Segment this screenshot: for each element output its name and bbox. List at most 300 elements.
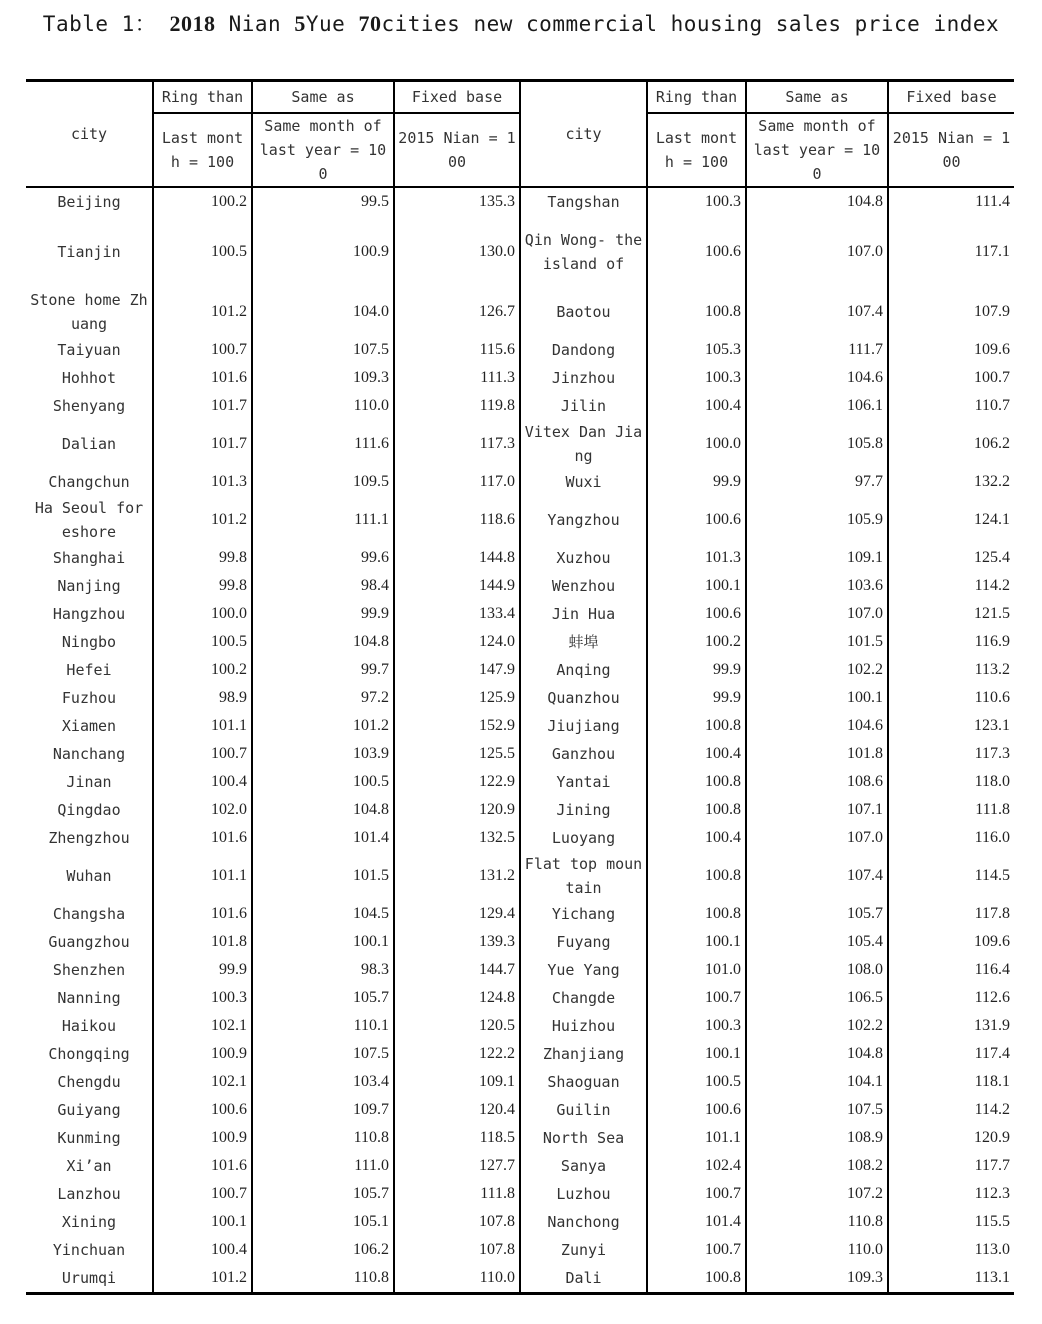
table-row	[26, 216, 1014, 288]
fixed-value-cell: 110.7	[888, 392, 1014, 420]
same-value-cell: 107.5	[746, 1096, 888, 1124]
ring-value-cell: 100.4	[647, 740, 746, 768]
fixed-value-cell: 115.5	[888, 1208, 1014, 1236]
table-row	[26, 420, 1014, 468]
ring-value-cell: 100.6	[647, 1096, 746, 1124]
subheader-line: Last mont	[161, 129, 244, 147]
same-value-cell: 97.7	[746, 468, 888, 496]
city-cell: Zhengzhou	[48, 829, 130, 847]
fixed-value-cell: 120.9	[888, 1124, 1014, 1152]
same-value-cell: 106.1	[746, 392, 888, 420]
ring-value-cell: 101.3	[153, 468, 252, 496]
city-cell: Wuhan	[66, 867, 112, 885]
city-cell: Nanning	[57, 989, 121, 1007]
fixed-value-cell: 147.9	[394, 656, 520, 684]
city-cell: Changchun	[48, 473, 130, 491]
city-cell: Fuzhou	[61, 689, 117, 707]
city-cell: North Sea	[520, 1124, 647, 1152]
city-cell: Tianjin	[57, 243, 121, 261]
same-value-cell: 110.8	[746, 1208, 888, 1236]
same-value-cell: 99.5	[252, 187, 394, 216]
same-value-cell: 105.7	[252, 984, 394, 1012]
city-cell: Guangzhou	[48, 933, 130, 951]
ring-value-cell: 102.1	[153, 1068, 252, 1096]
ring-value-cell: 101.7	[153, 392, 252, 420]
table-row	[26, 364, 1014, 392]
fixed-value-cell: 117.3	[888, 740, 1014, 768]
same-value-cell: 99.9	[252, 600, 394, 628]
fixed-value-cell: 124.1	[888, 496, 1014, 544]
subheader-ring-left	[153, 113, 252, 187]
city-cell: Chengdu	[57, 1073, 121, 1091]
same-value-cell: 109.1	[746, 544, 888, 572]
city-cell: Hohhot	[61, 369, 117, 387]
ring-value-cell: 100.8	[647, 712, 746, 740]
city-cell: Wenzhou	[520, 572, 647, 600]
city-cell: Hangzhou	[52, 605, 126, 623]
fixed-value-cell: 117.1	[888, 216, 1014, 288]
city-cell: Nanchong	[520, 1208, 647, 1236]
fixed-value-cell: 109.6	[888, 928, 1014, 956]
title-rest: cities new commercial housing sales price index	[381, 12, 1000, 36]
fixed-value-cell: 120.4	[394, 1096, 520, 1124]
city-cell: Zunyi	[520, 1236, 647, 1264]
city-cell: Shanghai	[52, 549, 126, 567]
fixed-value-cell: 107.9	[888, 288, 1014, 336]
city-cell: Yichang	[520, 900, 647, 928]
table-row	[26, 1236, 1014, 1264]
header-fixed-right: Fixed base	[888, 81, 1014, 114]
fixed-value-cell: 127.7	[394, 1152, 520, 1180]
fixed-value-cell: 120.5	[394, 1012, 520, 1040]
city-cell: Quanzhou	[520, 684, 647, 712]
ring-value-cell: 100.3	[647, 1012, 746, 1040]
same-value-cell: 101.2	[252, 712, 394, 740]
table-row	[26, 392, 1014, 420]
title-yue: Yue	[305, 12, 346, 36]
ring-value-cell: 105.3	[647, 336, 746, 364]
city-cell: Yinchuan	[52, 1241, 126, 1259]
fixed-value-cell: 113.1	[888, 1264, 1014, 1294]
same-value-cell: 104.8	[746, 187, 888, 216]
table-row	[26, 656, 1014, 684]
table-row	[26, 740, 1014, 768]
title-month: 5	[294, 11, 306, 36]
same-value-cell: 99.7	[252, 656, 394, 684]
ring-value-cell: 100.3	[153, 984, 252, 1012]
ring-value-cell: 101.6	[153, 1152, 252, 1180]
city-cell: Luoyang	[520, 824, 647, 852]
fixed-value-cell: 107.8	[394, 1208, 520, 1236]
ring-value-cell: 100.7	[153, 336, 252, 364]
fixed-value-cell: 122.9	[394, 768, 520, 796]
fixed-value-cell: 129.4	[394, 900, 520, 928]
city-cell: Ganzhou	[520, 740, 647, 768]
city-cell: Anqing	[520, 656, 647, 684]
fixed-value-cell: 110.6	[888, 684, 1014, 712]
fixed-value-cell: 114.5	[888, 852, 1014, 900]
table-row	[26, 796, 1014, 824]
ring-value-cell: 100.4	[647, 392, 746, 420]
same-value-cell: 105.1	[252, 1208, 394, 1236]
city-cell: Taiyuan	[57, 341, 121, 359]
subheader-line: Same month of	[264, 117, 382, 135]
city-cell: Jining	[520, 796, 647, 824]
fixed-value-cell: 122.2	[394, 1040, 520, 1068]
fixed-value-cell: 121.5	[888, 600, 1014, 628]
same-value-cell: 105.7	[746, 900, 888, 928]
ring-value-cell: 100.2	[647, 628, 746, 656]
title-nian: Nian	[228, 12, 282, 36]
city-cell: Hefei	[66, 661, 112, 679]
table-row	[26, 1124, 1014, 1152]
table-row	[26, 852, 1014, 900]
price-index-table	[26, 79, 1014, 1295]
fixed-value-cell: 125.4	[888, 544, 1014, 572]
table-row	[26, 288, 1014, 336]
same-value-cell: 100.1	[746, 684, 888, 712]
fixed-value-cell: 109.1	[394, 1068, 520, 1096]
ring-value-cell: 100.4	[647, 824, 746, 852]
subheader-line: h = 100	[170, 153, 235, 171]
same-value-cell: 101.8	[746, 740, 888, 768]
fixed-value-cell: 126.7	[394, 288, 520, 336]
subheader-line: 2015 Nian = 1	[398, 129, 516, 147]
fixed-value-cell: 117.0	[394, 468, 520, 496]
city-cell: Guiyang	[57, 1101, 121, 1119]
same-value-cell: 107.5	[252, 1040, 394, 1068]
fixed-value-cell: 106.2	[888, 420, 1014, 468]
same-value-cell: 110.1	[252, 1012, 394, 1040]
same-value-cell: 101.5	[252, 852, 394, 900]
fixed-value-cell: 112.6	[888, 984, 1014, 1012]
subheader-line: Last mont	[655, 129, 738, 147]
ring-value-cell: 99.8	[153, 544, 252, 572]
same-value-cell: 107.4	[746, 852, 888, 900]
header-ring-left: Ring than	[153, 81, 252, 114]
fixed-value-cell: 144.9	[394, 572, 520, 600]
city-cell: Jiujiang	[520, 712, 647, 740]
table-row	[26, 187, 1014, 216]
header-ring-right: Ring than	[647, 81, 746, 114]
fixed-value-cell: 118.1	[888, 1068, 1014, 1096]
table-row	[26, 544, 1014, 572]
same-value-cell: 97.2	[252, 684, 394, 712]
fixed-value-cell: 109.6	[888, 336, 1014, 364]
fixed-value-cell: 124.0	[394, 628, 520, 656]
fixed-value-cell: 117.8	[888, 900, 1014, 928]
subheader-line: 0	[318, 165, 328, 183]
city-cell: Yue Yang	[520, 956, 647, 984]
same-value-cell: 104.8	[746, 1040, 888, 1068]
table-row	[26, 572, 1014, 600]
same-value-cell: 106.5	[746, 984, 888, 1012]
city-cell: Yantai	[520, 768, 647, 796]
table-row	[26, 768, 1014, 796]
ring-value-cell: 100.3	[647, 364, 746, 392]
fixed-value-cell: 118.0	[888, 768, 1014, 796]
subheader-same-right	[746, 113, 888, 187]
same-value-cell: 105.4	[746, 928, 888, 956]
ring-value-cell: 100.0	[647, 420, 746, 468]
subheader-fixed-left	[394, 113, 520, 187]
city-cell: Shenzhen	[52, 961, 126, 979]
table-row	[26, 712, 1014, 740]
table-row	[26, 956, 1014, 984]
same-value-cell: 111.7	[746, 336, 888, 364]
ring-value-cell: 101.3	[647, 544, 746, 572]
fixed-value-cell: 118.6	[394, 496, 520, 544]
city-cell: Huizhou	[520, 1012, 647, 1040]
same-value-cell: 107.2	[746, 1180, 888, 1208]
ring-value-cell: 100.2	[153, 187, 252, 216]
table-row	[26, 684, 1014, 712]
city-cell: Yangzhou	[520, 496, 647, 544]
same-value-cell: 107.4	[746, 288, 888, 336]
header-same-right: Same as	[746, 81, 888, 114]
fixed-value-cell: 116.9	[888, 628, 1014, 656]
fixed-value-cell: 114.2	[888, 572, 1014, 600]
city-cell: Urumqi	[61, 1269, 117, 1287]
ring-value-cell: 100.7	[647, 1180, 746, 1208]
ring-value-cell: 99.9	[153, 956, 252, 984]
same-value-cell: 110.0	[746, 1236, 888, 1264]
fixed-value-cell: 111.8	[888, 796, 1014, 824]
ring-value-cell: 100.5	[153, 628, 252, 656]
ring-value-cell: 102.1	[153, 1012, 252, 1040]
city-cell: Baotou	[520, 288, 647, 336]
same-value-cell: 109.3	[252, 364, 394, 392]
fixed-value-cell: 115.6	[394, 336, 520, 364]
ring-value-cell: 100.9	[153, 1124, 252, 1152]
city-cell: Chongqing	[48, 1045, 130, 1063]
fixed-value-cell: 118.5	[394, 1124, 520, 1152]
same-value-cell: 105.7	[252, 1180, 394, 1208]
city-cell: Dali	[520, 1264, 647, 1294]
city-cell: Dalian	[61, 435, 117, 453]
fixed-value-cell: 100.7	[888, 364, 1014, 392]
ring-value-cell: 100.8	[647, 852, 746, 900]
ring-value-cell: 99.9	[647, 684, 746, 712]
city-cell: Nanchang	[52, 745, 126, 763]
table-row	[26, 1208, 1014, 1236]
same-value-cell: 107.5	[252, 336, 394, 364]
same-value-cell: 104.8	[252, 796, 394, 824]
city-cell: Shaoguan	[520, 1068, 647, 1096]
header-city-right: city	[520, 81, 647, 188]
city-cell: Xi’an	[66, 1157, 112, 1175]
ring-value-cell: 100.5	[153, 216, 252, 288]
ring-value-cell: 100.8	[647, 1264, 746, 1294]
city-cell: Guilin	[520, 1096, 647, 1124]
same-value-cell: 109.7	[252, 1096, 394, 1124]
fixed-value-cell: 139.3	[394, 928, 520, 956]
fixed-value-cell: 152.9	[394, 712, 520, 740]
ring-value-cell: 101.2	[153, 288, 252, 336]
same-value-cell: 108.6	[746, 768, 888, 796]
same-value-cell: 105.9	[746, 496, 888, 544]
ring-value-cell: 100.6	[647, 600, 746, 628]
fixed-value-cell: 133.4	[394, 600, 520, 628]
ring-value-cell: 102.0	[153, 796, 252, 824]
table-title	[0, 8, 1042, 38]
table-row	[26, 336, 1014, 364]
subheader-line: h = 100	[664, 153, 729, 171]
city-cell: Stone home Zhuang	[30, 291, 148, 333]
same-value-cell: 103.4	[252, 1068, 394, 1096]
subheader-line: last year = 10	[259, 141, 387, 159]
ring-value-cell: 101.4	[647, 1208, 746, 1236]
city-cell: Shenyang	[52, 397, 126, 415]
ring-value-cell: 101.6	[153, 824, 252, 852]
city-cell: Xining	[61, 1213, 117, 1231]
fixed-value-cell: 111.4	[888, 187, 1014, 216]
city-cell: Haikou	[61, 1017, 117, 1035]
subheader-line: 00	[447, 153, 467, 171]
title-count: 70	[358, 11, 382, 36]
ring-value-cell: 101.6	[153, 364, 252, 392]
city-cell: Qingdao	[57, 801, 121, 819]
fixed-value-cell: 111.3	[394, 364, 520, 392]
ring-value-cell: 100.1	[153, 1208, 252, 1236]
fixed-value-cell: 132.5	[394, 824, 520, 852]
header-fixed-left: Fixed base	[394, 81, 520, 114]
fixed-value-cell: 119.8	[394, 392, 520, 420]
city-cell: Jinzhou	[520, 364, 647, 392]
ring-value-cell: 100.0	[153, 600, 252, 628]
city-cell: Luzhou	[520, 1180, 647, 1208]
table-body	[26, 187, 1014, 1294]
title-prefix: Table 1：	[42, 12, 157, 36]
ring-value-cell: 100.2	[153, 656, 252, 684]
city-cell: Dandong	[520, 336, 647, 364]
same-value-cell: 109.5	[252, 468, 394, 496]
same-value-cell: 110.0	[252, 392, 394, 420]
city-cell: Changsha	[52, 905, 126, 923]
same-value-cell: 108.0	[746, 956, 888, 984]
city-cell: Wuxi	[520, 468, 647, 496]
ring-value-cell: 99.9	[647, 656, 746, 684]
city-cell: Zhanjiang	[520, 1040, 647, 1068]
ring-value-cell: 100.4	[153, 768, 252, 796]
ring-value-cell: 100.7	[647, 1236, 746, 1264]
subheader-ring-right	[647, 113, 746, 187]
fixed-value-cell: 112.3	[888, 1180, 1014, 1208]
city-cell: Ningbo	[61, 633, 117, 651]
ring-value-cell: 101.0	[647, 956, 746, 984]
table-row	[26, 1152, 1014, 1180]
title-year: 2018	[169, 11, 216, 36]
subheader-line: 0	[812, 165, 822, 183]
subheader-same-left	[252, 113, 394, 187]
same-value-cell: 105.8	[746, 420, 888, 468]
city-cell: Jinan	[66, 773, 112, 791]
fixed-value-cell: 125.5	[394, 740, 520, 768]
subheader-fixed-right	[888, 113, 1014, 187]
fixed-value-cell: 131.9	[888, 1012, 1014, 1040]
fixed-value-cell: 114.2	[888, 1096, 1014, 1124]
ring-value-cell: 98.9	[153, 684, 252, 712]
fixed-value-cell: 111.8	[394, 1180, 520, 1208]
same-value-cell: 103.9	[252, 740, 394, 768]
table-row	[26, 600, 1014, 628]
same-value-cell: 106.2	[252, 1236, 394, 1264]
same-value-cell: 101.4	[252, 824, 394, 852]
same-value-cell: 110.8	[252, 1124, 394, 1152]
same-value-cell: 98.4	[252, 572, 394, 600]
fixed-value-cell: 117.7	[888, 1152, 1014, 1180]
same-value-cell: 98.3	[252, 956, 394, 984]
fixed-value-cell: 117.3	[394, 420, 520, 468]
subheader-line: 2015 Nian = 1	[892, 129, 1011, 147]
fixed-value-cell: 123.1	[888, 712, 1014, 740]
fixed-value-cell: 131.2	[394, 852, 520, 900]
ring-value-cell: 100.8	[647, 288, 746, 336]
table-row	[26, 928, 1014, 956]
ring-value-cell: 100.6	[647, 496, 746, 544]
city-cell: Tangshan	[520, 187, 647, 216]
same-value-cell: 107.0	[746, 600, 888, 628]
subheader-line: last year = 10	[753, 141, 881, 159]
ring-value-cell: 100.1	[647, 928, 746, 956]
table-row	[26, 628, 1014, 656]
same-value-cell: 107.0	[746, 216, 888, 288]
subheader-line: 00	[942, 153, 961, 171]
ring-value-cell: 101.1	[153, 852, 252, 900]
fixed-value-cell: 132.2	[888, 468, 1014, 496]
same-value-cell: 101.5	[746, 628, 888, 656]
fixed-value-cell: 125.9	[394, 684, 520, 712]
city-cell: Vitex Dan Jiang	[520, 420, 647, 468]
same-value-cell: 111.6	[252, 420, 394, 468]
fixed-value-cell: 144.8	[394, 544, 520, 572]
header-same-left: Same as	[252, 81, 394, 114]
city-cell: Flat top mountain	[520, 852, 647, 900]
ring-value-cell: 101.8	[153, 928, 252, 956]
ring-value-cell: 99.8	[153, 572, 252, 600]
city-cell: Jin Hua	[520, 600, 647, 628]
ring-value-cell: 100.1	[647, 572, 746, 600]
ring-value-cell: 100.6	[153, 1096, 252, 1124]
city-cell: Beijing	[57, 193, 121, 211]
city-cell: Changde	[520, 984, 647, 1012]
fixed-value-cell: 130.0	[394, 216, 520, 288]
ring-value-cell: 100.8	[647, 900, 746, 928]
city-cell: Lanzhou	[57, 1185, 121, 1203]
same-value-cell: 108.2	[746, 1152, 888, 1180]
fixed-value-cell: 113.2	[888, 656, 1014, 684]
table-row	[26, 1012, 1014, 1040]
ring-value-cell: 100.1	[647, 1040, 746, 1068]
ring-value-cell: 100.7	[153, 740, 252, 768]
table-row	[26, 900, 1014, 928]
fixed-value-cell: 116.0	[888, 824, 1014, 852]
ring-value-cell: 101.2	[153, 1264, 252, 1294]
table-row	[26, 468, 1014, 496]
ring-value-cell: 101.2	[153, 496, 252, 544]
same-value-cell: 110.8	[252, 1264, 394, 1294]
subheader-line: Same month of	[758, 117, 876, 135]
table-row	[26, 824, 1014, 852]
fixed-value-cell: 117.4	[888, 1040, 1014, 1068]
same-value-cell: 107.1	[746, 796, 888, 824]
city-cell: Xiamen	[61, 717, 117, 735]
same-value-cell: 102.2	[746, 1012, 888, 1040]
table-row	[26, 1068, 1014, 1096]
same-value-cell: 100.5	[252, 768, 394, 796]
table-row	[26, 496, 1014, 544]
same-value-cell: 99.6	[252, 544, 394, 572]
